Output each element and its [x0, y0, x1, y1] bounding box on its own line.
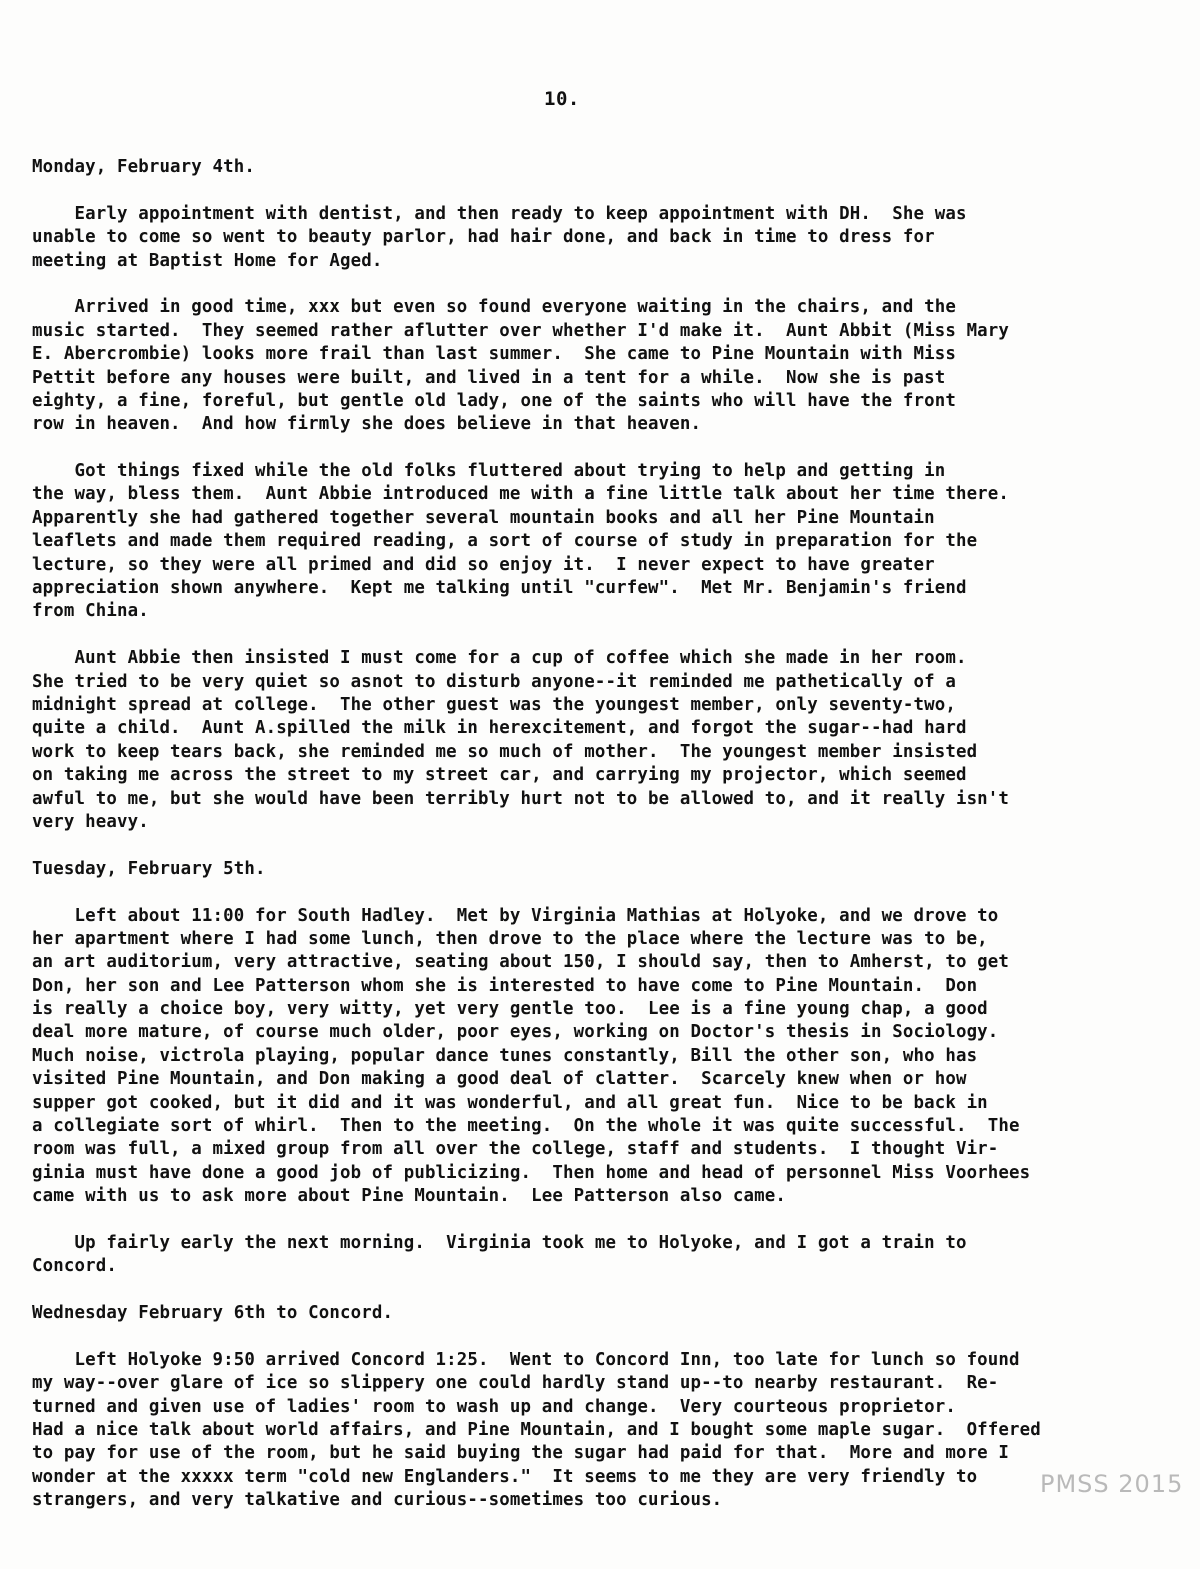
text-line: is really a choice boy, very witty, yet very gentle too. Lee is a fine young chap, a good: [32, 999, 988, 1020]
blank-line: [32, 179, 1172, 202]
text-line: ginia must have done a good job of publicizing. Then home and head of personnel Miss Voorhees: [32, 1162, 1031, 1183]
page-number: 10.: [544, 88, 580, 110]
text-line: Don, her son and Lee Patterson whom she is interested to have come to Pine Mountain. Don: [32, 975, 978, 996]
blank-line: [32, 881, 1172, 904]
blank-line: [32, 1209, 1172, 1232]
text-line: appreciation shown anywhere. Kept me talking until "curfew". Met Mr. Benjamin's friend: [32, 578, 967, 599]
text-line: Concord.: [32, 1256, 117, 1277]
text-line: a collegiate sort of whirl. Then to the meeting. On the whole it was quite successful. The: [32, 1116, 1020, 1137]
text-line: music started. They seemed rather aflutter over whether I'd make it. Aunt Abbit (Miss Mary: [32, 320, 1010, 341]
text-line: Arrived in good time, xxx but even so found everyone waiting in the chairs, and the: [32, 297, 956, 318]
text-line: Left about 11:00 for South Hadley. Met by Virginia Mathias at Holyoke, and we drove to: [32, 905, 999, 926]
text-line: Had a nice talk about world affairs, and Pine Mountain, and I bought some maple sugar. Offered: [32, 1420, 1041, 1441]
text-line: visited Pine Mountain, and Don making a good deal of clatter. Scarcely knew when or how: [32, 1069, 967, 1090]
text-line: Up fairly early the next morning. Virginia took me to Holyoke, and I got a train to: [32, 1232, 967, 1253]
text-line: supper got cooked, but it did and it was wonderful, and all great fun. Nice to be back in: [32, 1092, 988, 1113]
blank-line: [32, 273, 1172, 296]
text-line: quite a child. Aunt A.spilled the milk in herexcitement, and forgot the sugar--had hard: [32, 718, 967, 739]
text-line: Pettit before any houses were built, and lived in a tent for a while. Now she is past: [32, 367, 946, 388]
text-line: my way--over glare of ice so slippery one could hardly stand up--to nearby restaurant. Re-: [32, 1373, 999, 1394]
text-line: work to keep tears back, she reminded me so much of mother. The youngest member insisted: [32, 741, 978, 762]
blank-line: [32, 1326, 1172, 1349]
text-line: meeting at Baptist Home for Aged.: [32, 250, 383, 271]
text-line: midnight spread at college. The other guest was the youngest member, only seventy-two,: [32, 694, 956, 715]
text-line: very heavy.: [32, 811, 149, 832]
text-line: wonder at the xxxxx term "cold new Englanders." It seems to me they are very friendly to: [32, 1466, 978, 1487]
text-line: eighty, a fine, foreful, but gentle old lady, one of the saints who will have the front: [32, 390, 956, 411]
diary-text: [32, 156, 1172, 1513]
text-line: Much noise, victrola playing, popular dance tunes constantly, Bill the other son, who has: [32, 1045, 978, 1066]
text-line: E. Abercrombie) looks more frail than last summer. She came to Pine Mountain with Miss: [32, 344, 956, 365]
text-line: on taking me across the street to my street car, and carrying my projector, which seemed: [32, 765, 967, 786]
text-line: lecture, so they were all primed and did so enjoy it. I never expect to have greater: [32, 554, 935, 575]
text-line: row in heaven. And how firmly she does believe in that heaven.: [32, 414, 702, 435]
text-line: turned and given use of ladies' room to wash up and change. Very courteous proprietor.: [32, 1396, 956, 1417]
text-line: Early appointment with dentist, and then ready to keep appointment with DH. She was: [32, 203, 967, 224]
entry-heading: Monday, February 4th.: [32, 157, 256, 177]
blank-line: [32, 437, 1172, 460]
text-line: an art auditorium, very attractive, seating about 150, I should say, then to Amherst, to get: [32, 952, 1010, 973]
archive-watermark: PMSS 2015: [1040, 1470, 1184, 1498]
text-line: deal more mature, of course much older, poor eyes, working on Doctor's thesis in Sociology.: [32, 1022, 999, 1043]
text-line: awful to me, but she would have been terribly hurt not to be allowed to, and it really isn't: [32, 788, 1010, 809]
text-line: room was full, a mixed group from all over the college, staff and students. I thought Vir-: [32, 1139, 999, 1160]
entry-heading: Wednesday February 6th to Concord.: [32, 1303, 394, 1324]
text-line: Aunt Abbie then insisted I must come for a cup of coffee which she made in her room.: [32, 648, 967, 669]
blank-line: [32, 834, 1172, 857]
text-line: leaflets and made them required reading, a sort of course of study in preparation for the: [32, 531, 978, 552]
blank-line: [32, 624, 1172, 647]
blank-line: [32, 1279, 1172, 1302]
text-line: strangers, and very talkative and curious--sometimes too curious.: [32, 1490, 723, 1511]
entry-heading: Tuesday, February 5th.: [32, 858, 266, 879]
text-line: her apartment where I had some lunch, then drove to the place where the lecture was to be,: [32, 928, 988, 949]
text-line: to pay for use of the room, but he said buying the sugar had paid for that. More and more I: [32, 1443, 1010, 1464]
text-line: Apparently she had gathered together several mountain books and all her Pine Mountain: [32, 507, 935, 528]
text-line: from China.: [32, 601, 149, 622]
text-line: came with us to ask more about Pine Mountain. Lee Patterson also came.: [32, 1186, 787, 1207]
text-line: unable to come so went to beauty parlor, had hair done, and back in time to dress for: [32, 227, 935, 248]
text-line: Left Holyoke 9:50 arrived Concord 1:25. Went to Concord Inn, too late for lunch so found: [32, 1349, 1020, 1370]
text-line: the way, bless them. Aunt Abbie introduced me with a fine little talk about her time there.: [32, 484, 1010, 505]
text-line: She tried to be very quiet so asnot to disturb anyone--it reminded me pathetically of a: [32, 671, 956, 692]
text-line: Got things fixed while the old folks fluttered about trying to help and getting in: [32, 461, 946, 482]
